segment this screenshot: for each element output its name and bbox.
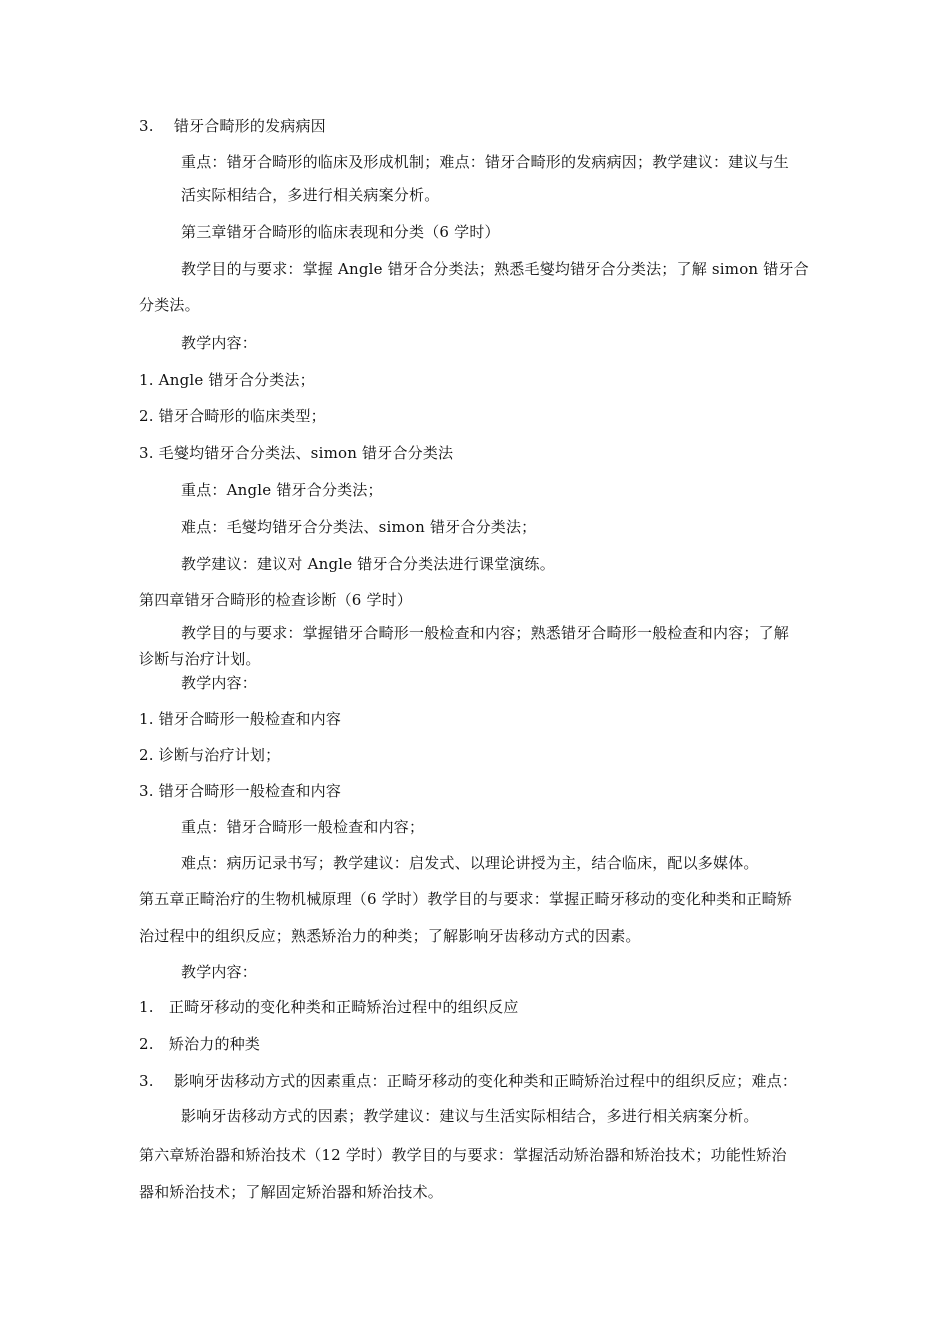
list-item: 3. 毛燮均错牙合分类法、simon 错牙合分类法 xyxy=(139,444,454,462)
paragraph-line: 活实际相结合，多进行相关病案分析。 xyxy=(181,186,440,204)
paragraph-line: 重点：错牙合畸形一般检查和内容； xyxy=(181,818,425,836)
list-item: 1. Angle 错牙合分类法； xyxy=(139,371,315,389)
paragraph-line: 诊断与治疗计划。 xyxy=(139,650,261,668)
chapter-heading: 第三章错牙合畸形的临床表现和分类（6 学时） xyxy=(181,223,500,241)
chapter-heading: 第六章矫治器和矫治技术（12 学时）教学目的与要求：掌握活动矫治器和矫治技术；功能性矫治 xyxy=(139,1146,787,1164)
paragraph-line: 重点：Angle 错牙合分类法； xyxy=(181,481,383,499)
paragraph-line: 教学目的与要求：掌握 Angle 错牙合分类法；熟悉毛燮均错牙合分类法；了解 simon 错牙合 xyxy=(181,260,809,278)
paragraph-line: 重点：错牙合畸形的临床及形成机制；难点：错牙合畸形的发病病因；教学建议：建议与生 xyxy=(181,153,790,171)
paragraph-line: 教学建议：建议对 Angle 错牙合分类法进行课堂演练。 xyxy=(181,555,555,573)
list-item: 2. 错牙合畸形的临床类型； xyxy=(139,407,326,425)
paragraph-line: 难点：毛燮均错牙合分类法、simon 错牙合分类法； xyxy=(181,518,537,536)
list-item: 3. 错牙合畸形一般检查和内容 xyxy=(139,782,342,800)
list-item: 3. 影响牙齿移动方式的因素重点：正畸牙移动的变化种类和正畸矫治过程中的组织反应；难点： xyxy=(139,1072,798,1090)
list-item: 1. 错牙合畸形一般检查和内容 xyxy=(139,710,342,728)
paragraph-line: 教学目的与要求：掌握错牙合畸形一般检查和内容；熟悉错牙合畸形一般检查和内容；了解 xyxy=(181,624,790,642)
paragraph-line: 器和矫治技术；了解固定矫治器和矫治技术。 xyxy=(139,1183,444,1201)
section-label: 教学内容： xyxy=(181,334,258,352)
paragraph-line: 分类法。 xyxy=(139,296,200,314)
paragraph-line: 难点：病历记录书写；教学建议：启发式、以理论讲授为主，结合临床，配以多媒体。 xyxy=(181,854,759,872)
chapter-heading: 第四章错牙合畸形的检查诊断（6 学时） xyxy=(139,591,413,609)
section-label: 教学内容： xyxy=(181,963,258,981)
paragraph-line: 影响牙齿移动方式的因素；教学建议：建议与生活实际相结合，多进行相关病案分析。 xyxy=(181,1107,759,1125)
list-item: 2. 诊断与治疗计划； xyxy=(139,746,281,764)
list-item: 3. 错牙合畸形的发病病因 xyxy=(139,117,326,135)
list-item: 1. 正畸牙移动的变化种类和正畸矫治过程中的组织反应 xyxy=(139,998,519,1016)
list-item: 2. 矫治力的种类 xyxy=(139,1035,261,1053)
paragraph-line: 治过程中的组织反应；熟悉矫治力的种类；了解影响牙齿移动方式的因素。 xyxy=(139,927,641,945)
section-label: 教学内容： xyxy=(181,674,258,692)
chapter-heading: 第五章正畸治疗的生物机械原理（6 学时）教学目的与要求：掌握正畸牙移动的变化种类和正畸矫 xyxy=(139,890,793,908)
